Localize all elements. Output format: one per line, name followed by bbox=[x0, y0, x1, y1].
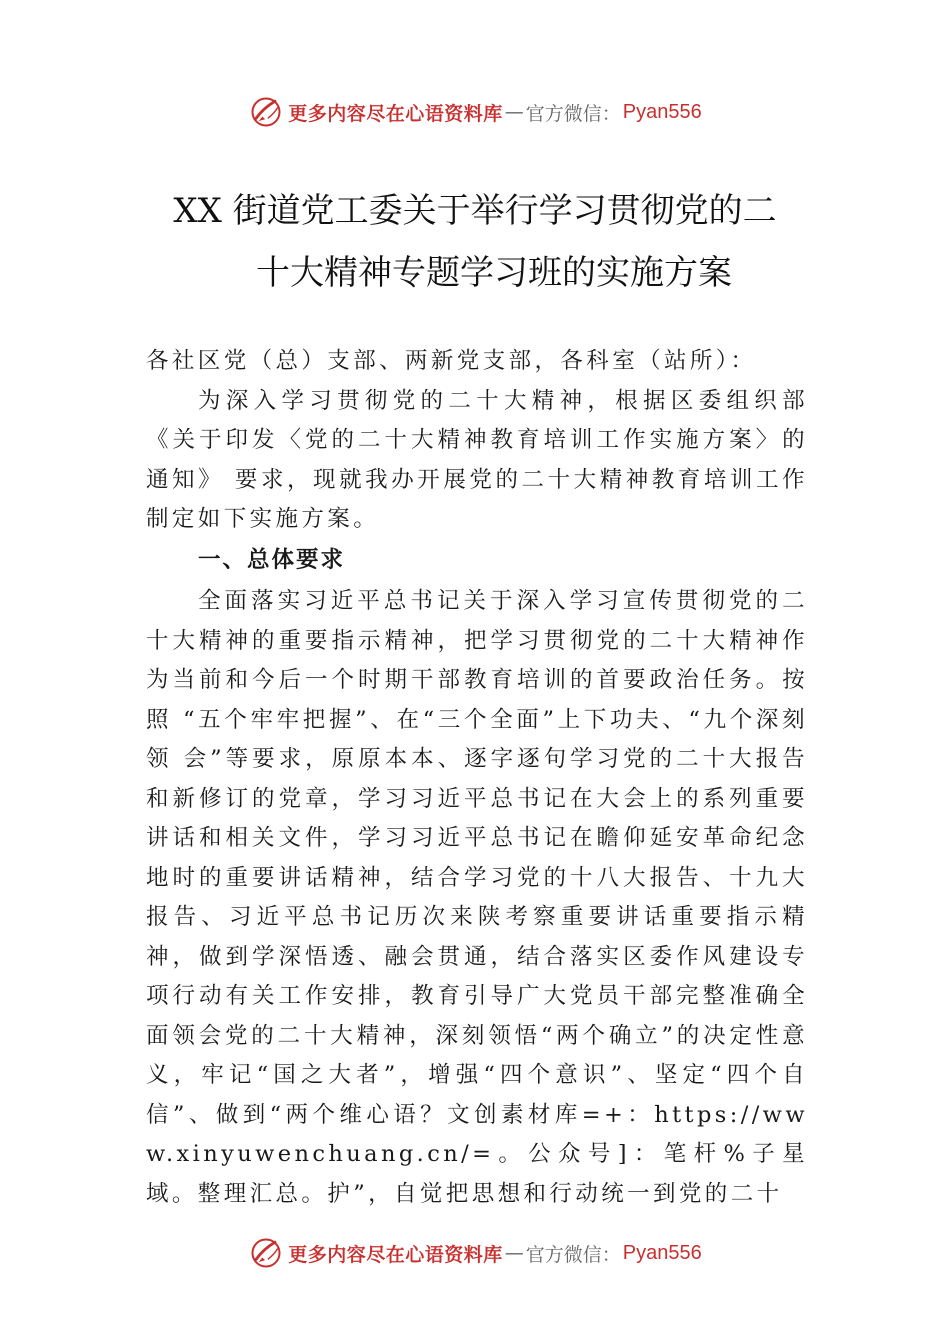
banner-wechat-label: 官方微信： bbox=[525, 102, 621, 125]
pen-logo-icon bbox=[248, 1235, 284, 1271]
banner-separator: — bbox=[504, 1242, 524, 1264]
banner-separator: — bbox=[504, 101, 524, 123]
section-1-text: 全面落实习近平总书记关于深入学习宣传贯彻党的二十大精神的重要指示精神，把学习贯彻党的二十大精神作为当前和今后一个时期干部教育培训的首要政治任务。按照 “五个牢牢把握”、在“三个全面”上下功夫、“九个深刻领 会”等要求，原原本本、逐字逐句学习党的二十大报告和新修订的党章，学习习近平总书记在大会上的系列重要讲话和相关文件，学习习近平总书记在瞻仰延安革命纪念地时的重要讲话精神，结合学习党的十八大报告、十九大报告、习近平总书记历次来陕考察重要讲话重要指示精神，做到学深悟透、融会贯通，结合落实区委作风建设专项行动有关工作安排，教育引导广大党员干部完整准确全面领会党的二十大精神，深刻领悟“两个确立”的决定性意义，牢记“国之大者”，增强“四个意识”、坚定“四个自信”、做到“两个维心语？文创素材库=+： bbox=[146, 588, 808, 1128]
banner-brand-text: 更多内容尽在心语资料库 bbox=[288, 102, 503, 125]
section-1-paragraph bbox=[146, 582, 808, 1214]
banner-wechat-id: Pyan556 bbox=[622, 100, 702, 123]
banner-wechat-id: Pyan556 bbox=[622, 1241, 702, 1264]
title-line-2: 十大精神专题学习班的实施方案 bbox=[256, 253, 732, 293]
footer-banner bbox=[0, 1233, 950, 1273]
title-line-1: XX 街道党工委关于举行学习贯彻党的二 bbox=[173, 191, 777, 231]
pen-logo-icon bbox=[248, 94, 284, 130]
intro-paragraph: 为深入学习贯彻党的二十大精神，根据区委组织部《关于印发〈党的二十大精神教育培训工作实施方案〉的通知》 要求，现就我办开展党的二十大精神教育培训工作制定如下实施方案。 bbox=[146, 387, 808, 532]
section-1-tail: 。公众号]：笔杆%子星域。整理汇总。护”，自觉把思想和行动统一到党的二十 bbox=[146, 1141, 808, 1207]
document-body bbox=[146, 342, 808, 1214]
section-1-heading: 一、总体要求 bbox=[198, 546, 346, 573]
document-title bbox=[100, 180, 850, 304]
header-banner bbox=[0, 92, 950, 132]
salutation: 各社区党（总）支部、两新党支部，各科室（站所）： bbox=[146, 348, 757, 374]
section-1-url: https://www.xinyuwenchuang.cn/= bbox=[146, 1101, 808, 1167]
banner-brand-text: 更多内容尽在心语资料库 bbox=[288, 1243, 503, 1266]
banner-wechat-label: 官方微信： bbox=[525, 1243, 621, 1266]
